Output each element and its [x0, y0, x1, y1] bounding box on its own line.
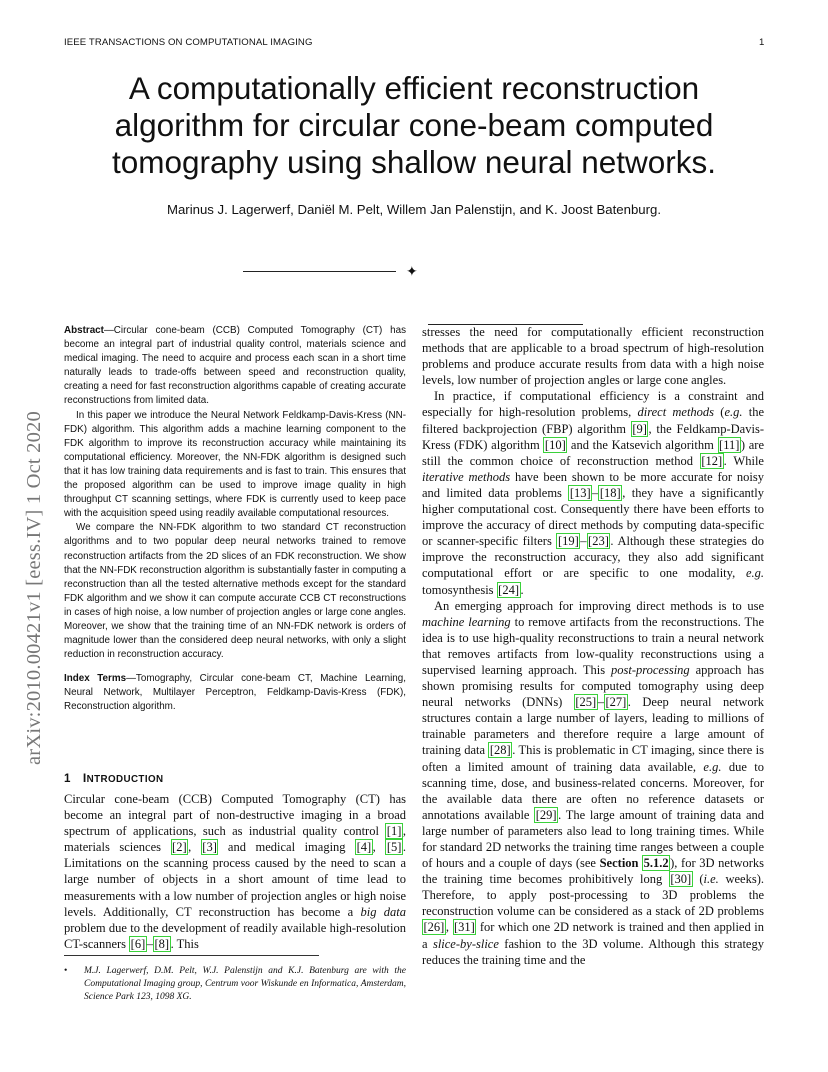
arxiv-stamp: arXiv:2010.00421v1 [eess.IV] 1 Oct 2020	[23, 411, 45, 765]
citation-link[interactable]: [24]	[498, 582, 519, 597]
section-link[interactable]: 5.1.2	[643, 856, 669, 871]
citation-link[interactable]: [19]	[557, 534, 579, 549]
abstract	[64, 324, 406, 715]
separator-rule-left	[243, 271, 396, 272]
abstract-paragraph: In this paper we introduce the Neural Network Feldkamp-Davis-Kress (NN-FDK) algorithm. This algorithm adds a machine learning component to the FDK algorithm to improve its reconstruction accuracy while maintaining its computational efficiency. Moreover, the NN-FDK algorithm is designed such that it has low training data requirements and is fast to train. This ensures that the proposed algorithm can be used to improve image quality in high throughput CT scanning settings, where FDK is currently used to keep pace with the acquisition speed using readily available computational resources.	[64, 409, 406, 520]
citation-link[interactable]: [28]	[489, 743, 511, 758]
citation-link[interactable]: [6]	[130, 936, 146, 951]
body-paragraph: stresses the need for computationally efficient reconstruction methods that are applicable to a broad spectrum of high-resolution problems and produce accurate results from data with a high noise levels, low number of projection angles or large cone angles.	[422, 325, 764, 388]
abstract-label: Abstract	[64, 325, 104, 336]
citation-link[interactable]: [10]	[544, 437, 566, 452]
citation-link[interactable]: [2]	[172, 840, 187, 855]
citation-link[interactable]: [9]	[632, 421, 647, 436]
body-paragraph: In practice, if computational efficiency is a constraint and especially for high-resolution problems, direct methods (e.g. the filtered backprojection (FBP) algorithm [9] , the Feldkamp-Davis-Kress (FDK) algorithm [10] and the Katsevich algorithm [11] ) are still the common choice of reconstruction method [12] . While iterative methods have been shown to be more accurate for noisy and limited data problems [13] – [18] , they have a significantly higher computational cost. Consequently there have been efforts to improve the accuracy of direct methods by computing data-specific or scanner-specific filters [19] – [23] . Although these strategies do improve the reconstruction accuracy, they also add significant computational effort or are specific to one modality, e.g. tomosynthesis [24] .	[422, 389, 765, 597]
citation-link[interactable]: [23]	[588, 534, 609, 549]
citation-link[interactable]: [18]	[599, 485, 621, 500]
citation-link[interactable]: [3]	[202, 840, 217, 855]
citation-link[interactable]: [25]	[575, 695, 597, 710]
citation-link[interactable]: [13]	[569, 485, 591, 500]
body-paragraph: An emerging approach for improving direct methods is to use machine learning to remove artifacts from the reconstructions. The idea is to use high-quality reconstructions to train a neural network that removes artifacts from low-quality reconstructions using a supervised learning approach. This post-processing approach has shown promising results for computed tomography using deep neural networks (DNNs) [25] – [27] . Deep neural network structures contain a large number of layers, leading to millions of trainable parameters and therefore require a large amount of training data [28] . This is problematic in CT imaging, since there is often a limited amount of training data available, e.g. due to scanning time, dose, and business-related concerns. Moreover, for the available data there are often no reference datasets or annotations available [29] . The large amount of training data and large number of parameters also lead to long training times. While for standard 2D networks the training time ranges between a couple of hours and a couple of days (see Section 5.1.2 ), for 3D networks the training time becomes prohibitively long [30] (i.e. weeks). Therefore, to apply post-processing to 3D problems the reconstruction volume can be considered as a stack of 2D problems [26] , [31] for which one 2D network is trained and then applied in a slice-by-slice fashion to the 3D volume. Although this strategy reduces the training time and the	[422, 598, 765, 967]
bullet-icon: •	[64, 966, 68, 976]
citation-link[interactable]: [11]	[719, 437, 740, 452]
paper-title	[60, 70, 768, 181]
running-head: IEEE TRANSACTIONS ON COMPUTATIONAL IMAGING	[64, 37, 313, 48]
author-list: Marinus J. Lagerwerf, Daniël M. Pelt, Willem Jan Palenstijn, and K. Joost Batenburg.	[166, 202, 662, 217]
section-number: 1	[64, 772, 71, 785]
index-terms-label: Index Terms	[64, 673, 127, 685]
abstract-text: —Circular cone-beam (CCB) Computed Tomography (CT) has become an integral part of industrial quality control, materials science and medical imaging. The need to acquire and process each scan in a short time naturally leads to trade-offs between speed and reconstruction quality, creating a need for fast reconstruction algorithms capable of creating accurate reconstructions from limited data.	[64, 325, 406, 407]
body-paragraph: Circular cone-beam (CCB) Computed Tomography (CT) has become an integral part of non-destructive imaging in a broad spectrum of applications, such as industrial quality control [1] , materials sciences [2] , [3] and medical imaging [4] , [5] . Limitations on the scanning process caused by the need to scan a large number of objects in a short amount of time lead to measurements with a low number of projection angles or high noise levels. Additionally, CT reconstruction has become a big data problem due to the development of readily available high-resolution CT-scanners [6] – [8] . This	[64, 792, 407, 951]
index-terms	[64, 672, 406, 714]
author-footnote	[64, 965, 406, 1003]
footnote-text: M.J. Lagerwerf, D.M. Pelt, W.J. Palenstijn and K.J. Batenburg are with the Computational Imaging group, Centrum voor Wiskunde en Informatica, Amsterdam, Science Park 123, 1098 XG.	[84, 966, 406, 1002]
section-heading	[64, 771, 163, 785]
citation-link[interactable]: [5]	[386, 840, 402, 855]
citation-link[interactable]: [12]	[701, 453, 723, 468]
right-column	[422, 324, 764, 968]
citation-link[interactable]: [30]	[670, 872, 692, 887]
abstract-paragraph	[64, 324, 406, 409]
introduction-text	[64, 791, 406, 952]
citation-link[interactable]: [29]	[535, 807, 557, 822]
title-line: tomography using shallow neural networks.	[111, 144, 717, 180]
footnote-rule	[64, 955, 319, 956]
citation-link[interactable]: [26]	[423, 920, 445, 935]
index-terms-text: —Tomography, Circular cone-beam CT, Machine Learning, Neural Network, Multilayer Perceptron, Feldkamp-Davis-Kress (FDK), Reconstruction algorithm.	[64, 673, 406, 713]
title-line: algorithm for circular cone-beam computed	[114, 107, 714, 143]
citation-link[interactable]: [4]	[356, 840, 372, 855]
citation-link[interactable]: [8]	[154, 936, 170, 951]
section-title-initial: I	[82, 771, 87, 785]
diamond-separator-icon: ✦	[406, 264, 418, 280]
section-title-rest: NTRODUCTION	[86, 774, 164, 785]
citation-link[interactable]: [1]	[386, 824, 402, 839]
abstract-paragraph: We compare the NN-FDK algorithm to two standard CT reconstruction algorithms and to two popular deep neural networks trained to remove reconstruction artifacts from the 2D slices of an FDK reconstruction. We show that the NN-FDK reconstruction algorithm is substantially faster in computing a reconstruction than all the tested alternative methods except for the standard FDK algorithm and we show it can compute accurate CCB CT reconstructions in cases of high noise, a low number of projection angles or large cone angles. Moreover, we show that the training time of an NN-FDK network is orders of magnitude lower than the considered deep neural networks, with only a slight reduction in reconstruction accuracy.	[64, 522, 407, 661]
citation-link[interactable]: [27]	[605, 695, 627, 710]
citation-link[interactable]: [31]	[454, 920, 475, 935]
title-line: A computationally efficient reconstruction	[128, 70, 700, 106]
page-number: 1	[759, 37, 765, 48]
